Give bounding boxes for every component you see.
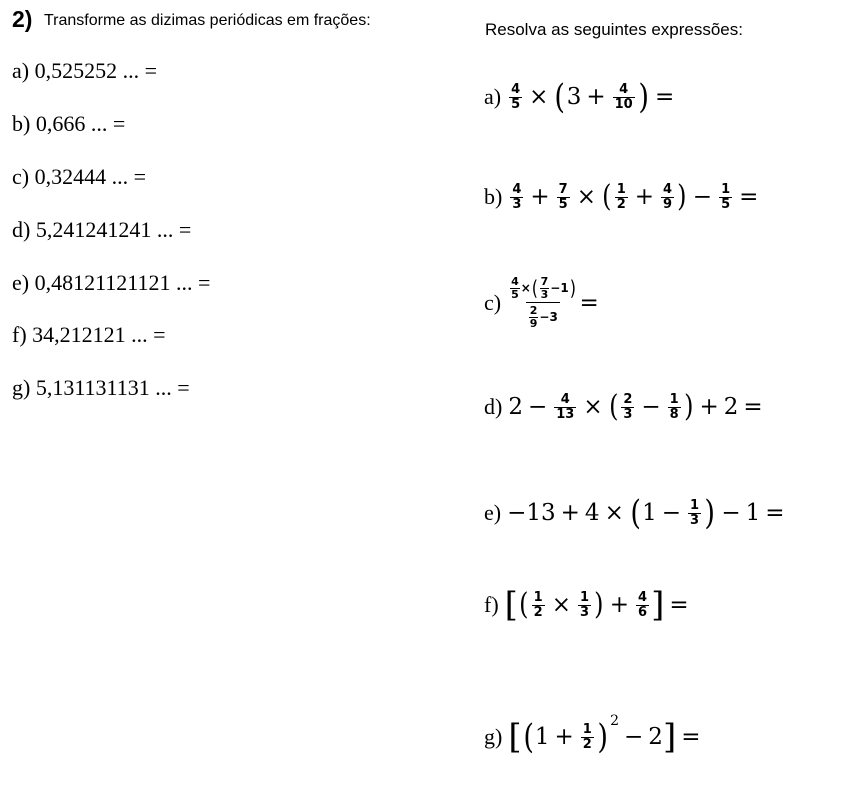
expression-c: c) $\frac{4}{5}$ × ( 7 3 − 1 ) 2 9 − 3 =	[484, 275, 599, 330]
fraction: $\frac{1}{3}$	[690, 497, 700, 528]
left-instruction: Transforme as dizimas periódicas em frações:	[44, 12, 371, 29]
dizima-item: e) 0,48121121121 ... =	[12, 270, 211, 295]
complex-fraction: $\frac{4}{5}$ × ( 7 3 − 1 ) 2 9 − 3	[511, 275, 576, 330]
fraction: $\frac{2}{3}$	[623, 391, 633, 422]
expression-b: b) $\frac{4}{3}$ + $\frac{7}{5}$ × ( $\frac{1}{2}$ + $\frac{4}{9}$ ) − $\frac{1}{5}$ =	[484, 179, 759, 214]
expression-g: g) [ ( 1 + $\frac{1}{2}$ ) 2 − 2 ] =	[484, 713, 701, 757]
fraction: $\frac{4}{5}$	[511, 81, 521, 112]
fraction: $\frac{1}{3}$	[579, 589, 590, 620]
expression-e: e) −13 + 4 × ( 1 − $\frac{1}{3}$ ) − 1 =	[484, 493, 785, 533]
fraction: $\frac{4}{9}$	[663, 181, 673, 212]
fraction: $\frac{4}{6}$	[638, 589, 648, 620]
fraction: $\frac{1}{2}$	[533, 589, 543, 620]
dizima-item: d) 5,241241241 ... =	[12, 217, 192, 242]
dizima-item: a) 0,525252 ... =	[12, 58, 158, 83]
dizima-item: f) 34,212121 ... =	[12, 322, 166, 347]
dizima-item: c) 0,32444 ... =	[12, 164, 147, 189]
fraction: $\frac{1}{8}$	[669, 391, 679, 422]
expression-d: d) 2 − $\frac{4}{13}$ × ( $\frac{2}{3}$ − $\frac{1}{8}$ ) + 2 =	[484, 389, 763, 424]
expression-a: a) $\frac{4}{5}$ × ( 3 + $\frac{4}{10}$ ) =	[484, 77, 675, 117]
fraction: $\frac{1}{2}$	[616, 181, 626, 212]
dizima-item: b) 0,666 ... =	[12, 111, 126, 136]
fraction: $\frac{7}{5}$	[558, 181, 568, 212]
dizima-item: g) 5,131131131 ... =	[12, 375, 190, 400]
fraction: $\frac{4}{13}$	[556, 391, 575, 422]
exercise-number: 2)	[12, 6, 33, 32]
right-instruction: Resolva as seguintes expressões:	[485, 20, 743, 39]
fraction: $\frac{4}{10}$	[614, 81, 633, 112]
fraction: $\frac{4}{3}$	[512, 181, 522, 212]
fraction: $\frac{1}{5}$	[721, 181, 731, 212]
fraction: $\frac{1}{2}$	[582, 721, 592, 752]
expression-f: f) [ ( $\frac{1}{2}$ × $\frac{1}{3}$ ) + $\frac{4}{6}$ ] =	[484, 585, 689, 625]
